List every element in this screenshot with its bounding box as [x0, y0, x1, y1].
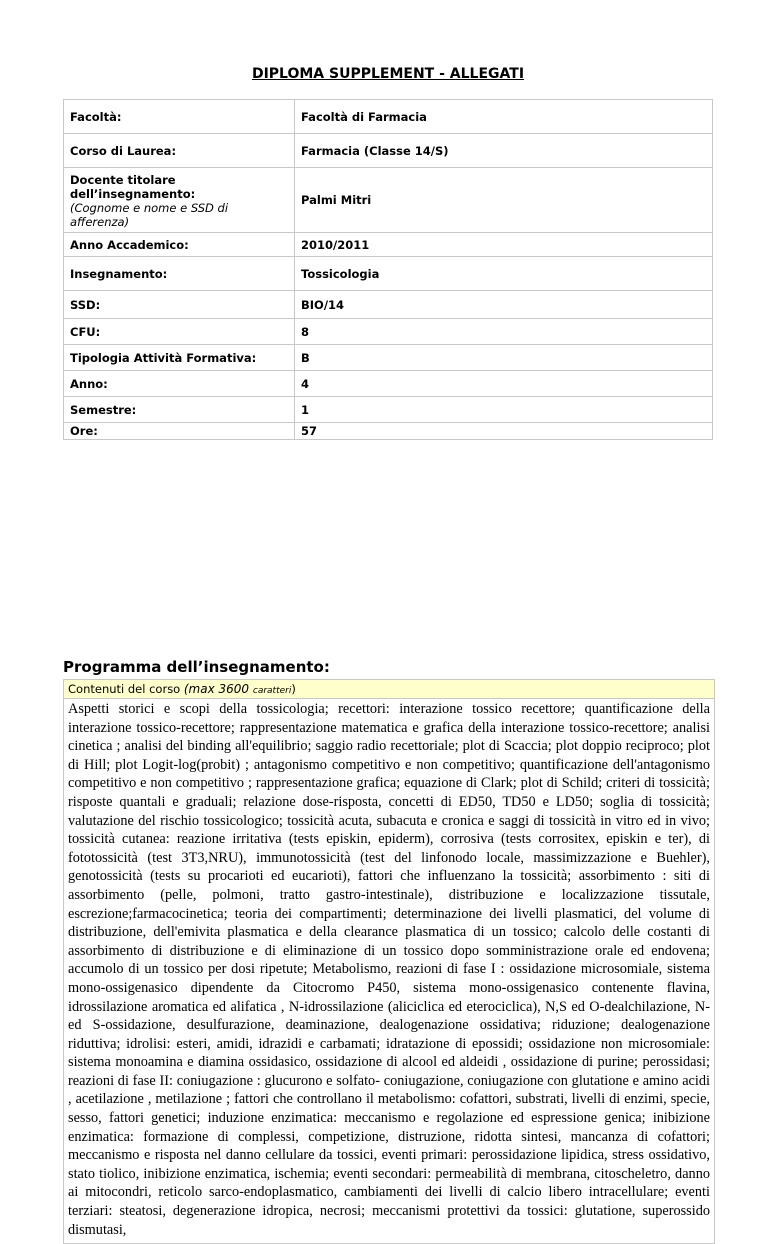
cfu-label: CFU:	[64, 319, 295, 345]
anno-accademico-value: 2010/2011	[295, 233, 713, 257]
facolta-value: Facoltà di Farmacia	[295, 100, 713, 134]
ore-label: Ore:	[64, 423, 295, 440]
table-row	[64, 233, 713, 257]
facolta-label: Facoltà:	[64, 100, 295, 134]
course-content-box	[63, 679, 715, 1244]
table-row	[64, 319, 713, 345]
content-header-label: Contenuti del corso	[68, 682, 184, 696]
ssd-label: SSD:	[64, 291, 295, 319]
table-row	[64, 371, 713, 397]
content-header-max: (max 3600	[183, 682, 253, 696]
content-header	[64, 680, 714, 699]
insegnamento-value: Tossicologia	[295, 257, 713, 291]
docente-label-line2: dell’insegnamento:	[70, 187, 196, 201]
table-row	[64, 257, 713, 291]
content-header-caratteri: caratteri	[252, 686, 292, 696]
ssd-value: BIO/14	[295, 291, 713, 319]
corso-label: Corso di Laurea:	[64, 134, 295, 168]
table-row	[64, 168, 713, 233]
docente-note: (Cognome e nome e SSD di afferenza)	[70, 201, 229, 229]
anno-accademico-label: Anno Accademico:	[64, 233, 295, 257]
content-header-close: )	[291, 682, 296, 696]
table-row	[64, 100, 713, 134]
corso-value: Farmacia (Classe 14/S)	[295, 134, 713, 168]
docente-label	[64, 168, 295, 233]
tipologia-label: Tipologia Attività Formativa:	[64, 345, 295, 371]
ore-value: 57	[295, 423, 713, 440]
course-info-table	[63, 99, 713, 440]
table-row	[64, 134, 713, 168]
tipologia-value: B	[295, 345, 713, 371]
cfu-value: 8	[295, 319, 713, 345]
document-title: DIPLOMA SUPPLEMENT - ALLEGATI	[251, 66, 525, 82]
docente-label-line1: Docente titolare	[70, 173, 176, 187]
table-row	[64, 291, 713, 319]
anno-value: 4	[295, 371, 713, 397]
semestre-label: Semestre:	[64, 397, 295, 423]
table-row	[64, 345, 713, 371]
docente-value: Palmi Mitri	[295, 168, 713, 233]
anno-label: Anno:	[64, 371, 295, 397]
table-row	[64, 397, 713, 423]
content-body-text: Aspetti storici e scopi della tossicologia; recettori: interazione tossico recettore; quantificazione della interazione tossico-recettore; rappresentazione matematica e grafica della interazione tossico-recettore; analisi cinetica ; analisi del binding all'equilibrio; saggio radio recettoriale; plot di Scaccia; plot doppio reciproco; plot di Hill; plot Logit-log(probit) ; antagonismo competitivo e non competitivo; quantificazione dell'antagonismo competitivo e non competitivo ; rappresentazione grafica; equazione di Clark; plot di Schild; criteri di tossicità; risposte quantali e graduali; relazione dose-risposta, concetti di ED50, TD50 e LD50; soglia di tossicità; valutazione del rischio tossicologico; tossicità acuta, subacuta e cronica e saggi di tossicità in vitro ed in vivo; tossicità cutanea: reazione irritativa (tests episkin, epiderm), corrosiva (tests corrositex, episkin e ter), di fototossicità (test 3T3,NRU), immunotossicità (test del linfonodo locale, massimizzazione e Buehler), genotossicità (tests su procarioti ed eucarioti), fattori che influenzano la tossicità; assorbimento : siti di assorbimento (pelle, polmoni, tratto gastro-intestinale), distribuzione e localizzazione tissutale, escrezione;farmacocinetica; teoria dei compartimenti; determinazione dei livelli plasmatici, del volume di distribuzione, dell'emivita plasmatica e della clearance plasmatica di un tossico; calcolo delle costanti di assorbimento di distribuzione e di eliminazione di un tossico dopo somministrazione orale ed endovena; accumolo di un tossico per dosi ripetute; Metabolismo, reazioni di fase I : ossidazione microsomiale, sistema mono-ossigenasico dipendente da Citocromo P450, sistema mono-ossigenasico contenente flavina, idrossilazione aromatica ed alifatica , N-idrossilazione (aliciclica ed eterociclica), N,S ed O-dealchilazione, N-ed S-ossidazione, desulfurazione, deaminazione, dealogenazione ossidativa; riduzione; dealogenazione riduttiva; idrolisi: esteri, amidi, idrazidi e carbamati; idratazione di epossidi; ossidazione non microsomiale: sistema monoamina e diamina ossidasico, ossidazione di alcool ed aldeidi , ossidazione di purine; perossidasi; reazioni di fase II: coniugazione : glucurono e solfato- coniugazione, coniugazione con glutatione e amino acidi , acetilazione , metilazione ; fattori che controllano il metabolismo: cofattori, substrati, livelli di enzimi, specie, sesso, fattori genetici; induzione enzimatica: meccanismo e regolazione ed espressione genica; inibizione enzimatica: formazione di complessi, competizione, distruzione, ridotta sintesi, mancanza di cofattori; meccanismo e risposta nel danno cellulare da tossici, eventi primari: perossidazione lipidica, stress ossidativo, stato tiolico, inibizione enzimatica, ischemia; eventi secondari: permeabilità di membrana, citoscheletro, danno ai mitocondri, reticolo sarco-endoplasmatico, cambiamenti dei livelli di calcio libero intracellulare; eventi terziari: steatosi, degenerazione idropica, necrosi; meccanismi protettivi da tossici: glutatione, superossido dismutasi,	[68, 701, 710, 1238]
semestre-value: 1	[295, 397, 713, 423]
insegnamento-label: Insegnamento:	[64, 257, 295, 291]
section-heading: Programma dell’insegnamento:	[63, 658, 330, 676]
table-row	[64, 423, 713, 440]
